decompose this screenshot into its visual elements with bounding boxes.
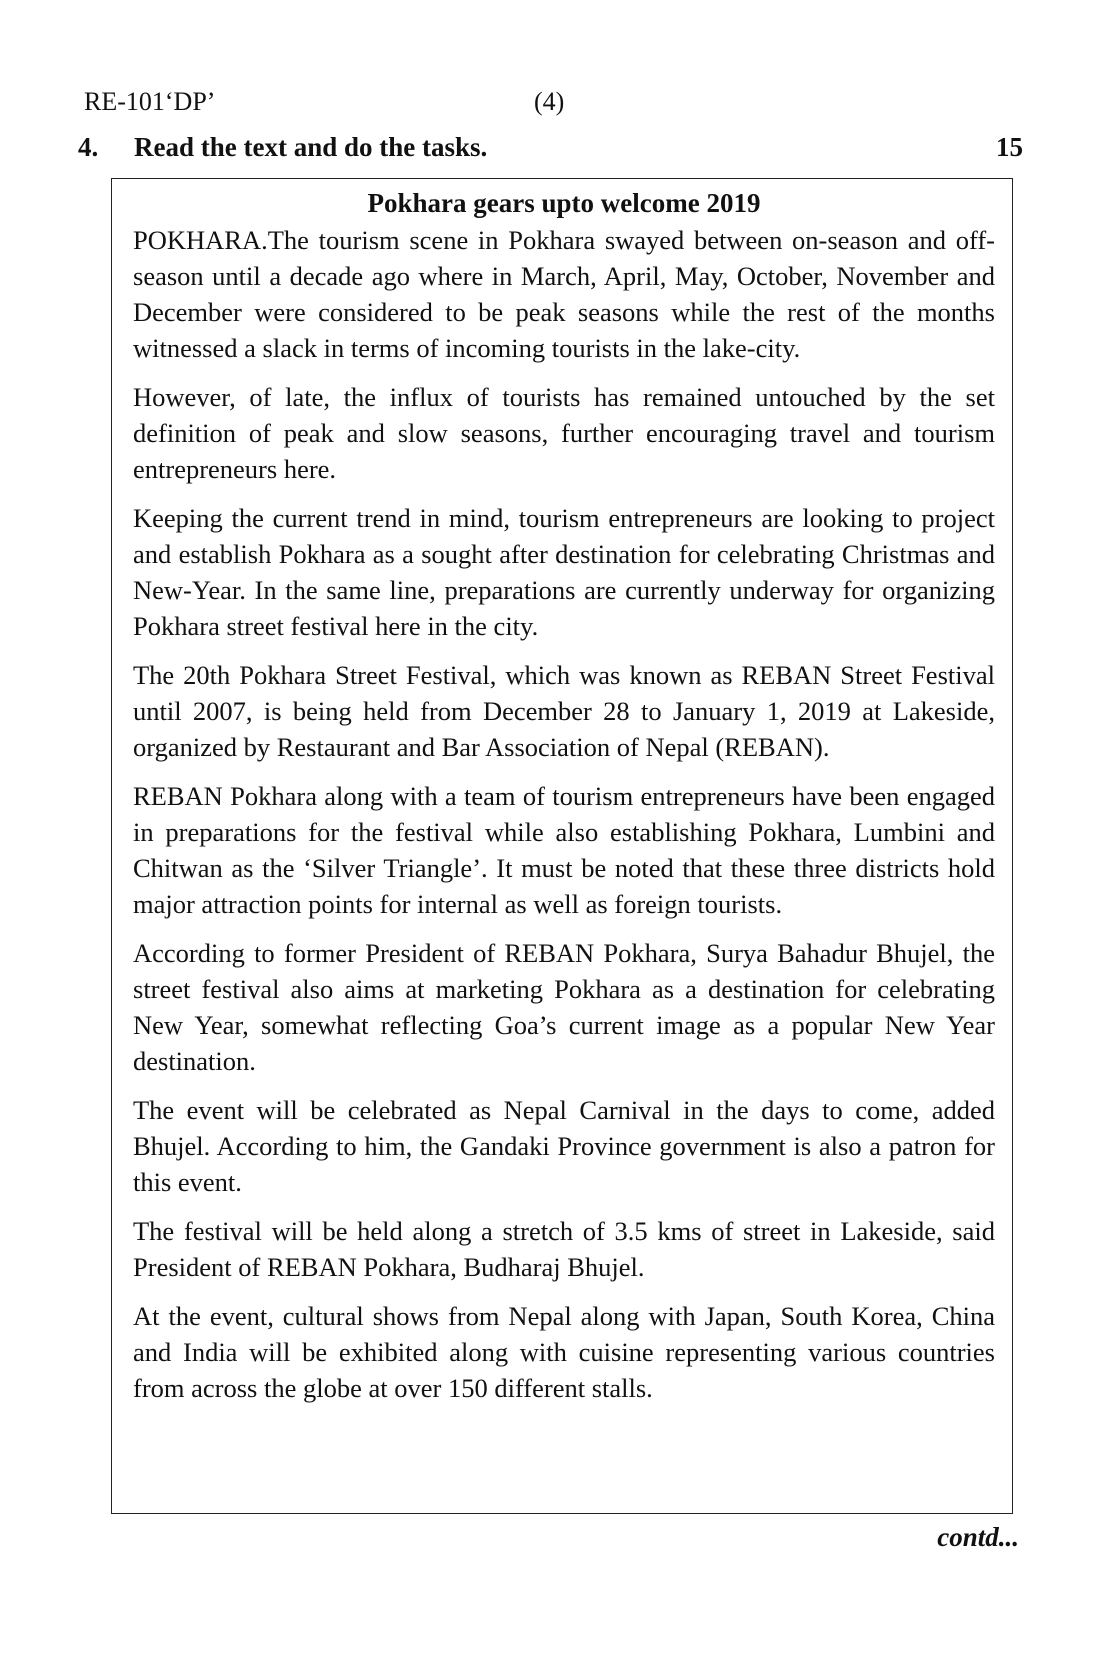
exam-code: RE-101‘DP’ [84, 87, 216, 116]
question-number: 4. [78, 132, 99, 162]
article-title: Pokhara gears upto welcome 2019 [367, 188, 761, 218]
question-marks: 15 [996, 132, 1023, 162]
article-paragraph: The 20th Pokhara Street Festival, which was known as REBAN Street Festival until 2007, is being held from December 28 to January 1, 2019 at Lakeside, organized by Restaurant and Bar Association of Nepal (REBAN). [133, 660, 995, 762]
article-paragraph: POKHARA.The tourism scene in Pokhara swayed between on-season and off-season until a decade ago where in March, April, May, October, November and December were considered to be peak seasons while the rest of the months witnessed a slack in terms of incoming tourists in the lake-city. [133, 225, 995, 363]
article-box [111, 178, 1013, 1514]
article-paragraph: At the event, cultural shows from Nepal along with Japan, South Korea, China and India will be exhibited along with cuisine representing various countries from across the globe at over 150 different stalls. [133, 1301, 995, 1403]
article-paragraph: According to former President of REBAN Pokhara, Surya Bahadur Bhujel, the street festival also aims at marketing Pokhara as a destination for celebrating New Year, somewhat reflecting Goa’s current image as a popular New Year destination. [133, 938, 995, 1076]
article-paragraph: However, of late, the influx of tourists has remained untouched by the set definition of peak and slow seasons, further encouraging travel and tourism entrepreneurs here. [133, 382, 995, 484]
article-paragraph: The festival will be held along a stretch of 3.5 kms of street in Lakeside, said President of REBAN Pokhara, Budharaj Bhujel. [133, 1216, 995, 1282]
question-instruction: Read the text and do the tasks. [134, 132, 488, 162]
article-paragraph: The event will be celebrated as Nepal Carnival in the days to come, added Bhujel. According to him, the Gandaki Province government is also a patron for this event. [133, 1095, 995, 1197]
page-number: (4) [534, 87, 565, 116]
article-paragraph: Keeping the current trend in mind, tourism entrepreneurs are looking to project and establish Pokhara as a sought after destination for celebrating Christmas and New-Year. In the same line, preparations are currently underway for organizing Pokhara street festival here in the city. [133, 503, 995, 641]
continued-label: contd... [937, 1522, 1019, 1552]
article-paragraph: REBAN Pokhara along with a team of tourism entrepreneurs have been engaged in preparations for the festival while also establishing Pokhara, Lumbini and Chitwan as the ‘Silver Triangle’. It must be noted that these three districts hold major attraction points for internal as well as foreign tourists. [133, 781, 995, 919]
